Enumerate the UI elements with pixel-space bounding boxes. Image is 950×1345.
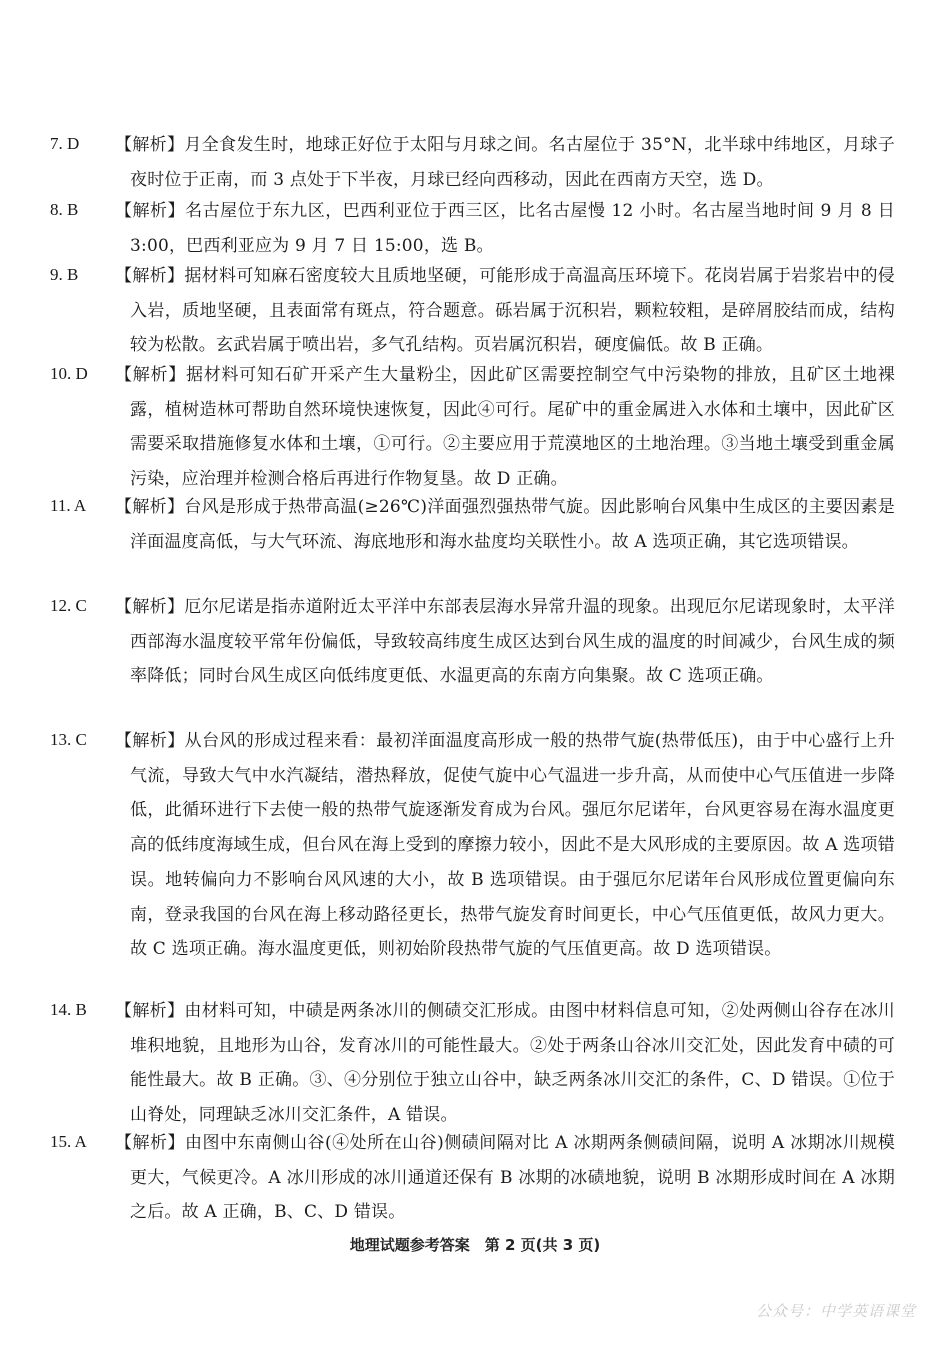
analysis-tag: 【解析】: [115, 497, 185, 517]
question-number: 13. C: [50, 730, 87, 749]
question-number: 14. B: [50, 1000, 87, 1019]
page-footer: 地理试题参考答案 第 2 页(共 3 页): [349, 1236, 601, 1254]
answer-explanation: [115, 358, 895, 497]
explanation-text: 台风是形成于热带高温(≥26℃)洋面强烈强热带气旋。因此影响台风集中生成区的主要因素是洋面温度高低，与大气环流、海底地形和海水盐度均关联性小。故 A 选项正确，其它选项错误。: [130, 497, 895, 552]
analysis-tag: 【解析】: [115, 365, 186, 385]
question-number: 8. B: [50, 200, 79, 219]
analysis-tag: 【解析】: [115, 1001, 185, 1021]
question-number: 12. C: [50, 596, 87, 615]
question-number: 10. D: [50, 364, 88, 383]
question-number: 9. B: [50, 265, 79, 284]
answer-explanation: [115, 128, 895, 197]
answer-explanation: [115, 590, 895, 694]
answer-explanation: [115, 724, 895, 967]
explanation-text: 据材料可知石矿开采产生大量粉尘，因此矿区需要控制空气中污染物的排放，且矿区土地裸露，植树造林可帮助自然环境快速恢复，因此④可行。尾矿中的重金属进入水体和土壤中，因此矿区需要采取措施修复水体和土壤，①可行。②主要应用于荒漠地区的土地治理。③当地土壤受到重金属污染，应治理并检测合格后再进行作物复垦。故 D 正确。: [130, 365, 895, 490]
explanation-text: 月全食发生时，地球正好位于太阳与月球之间。名古屋位于 35°N，北半球中纬地区，月球子夜时位于正南，而 3 点处于下半夜，月球已经向西移动，因此在西南方天空，选 D。: [130, 135, 895, 190]
analysis-tag: 【解析】: [115, 1133, 185, 1153]
explanation-text: 据材料可知麻石密度较大且质地坚硬，可能形成于高温高压环境下。花岗岩属于岩浆岩中的侵入岩，质地坚硬，且表面常有斑点，符合题意。砾岩属于沉积岩，颗粒较粗，是碎屑胶结而成，结构较为松散。玄武岩属于喷出岩，多气孔结构。页岩属沉积岩，硬度偏低。故 B 正确。: [130, 266, 895, 356]
analysis-tag: 【解析】: [115, 266, 185, 286]
question-number: 11. A: [50, 496, 87, 515]
explanation-text: 厄尔尼诺是指赤道附近太平洋中东部表层海水异常升温的现象。出现厄尔尼诺现象时，太平洋西部海水温度较平常年份偏低，导致较高纬度生成区达到台风生成的温度的时间减少，台风生成的频率降低；同时台风生成区向低纬度更低、水温更高的东南方向集聚。故 C 选项正确。: [130, 597, 895, 687]
explanation-text: 由材料可知，中碛是两条冰川的侧碛交汇形成。由图中材料信息可知，②处两侧山谷存在冰川堆积地貌，且地形为山谷，发育冰川的可能性最大。②处于两条山谷冰川交汇处，因此发育中碛的可能性最大。故 B 正确。③、④分别位于独立山谷中，缺乏两条冰川交汇的条件，C、D 错误。①位于山脊处，同理缺乏冰川交汇条件，A 错误。: [130, 1001, 895, 1126]
question-number: 7. D: [50, 134, 80, 153]
explanation-text: 由图中东南侧山谷(④处所在山谷)侧碛间隔对比 A 冰期两条侧碛间隔，说明 A 冰期冰川规模更大，气候更冷。A 冰川形成的冰川通道还保有 B 冰期的冰碛地貌，说明 B 冰期形成时间在 A 冰期之后。故 A 正确，B、C、D 错误。: [130, 1133, 895, 1223]
watermark: 公众号：中学英语课堂: [755, 1302, 916, 1320]
answer-explanation: [115, 994, 895, 1133]
question-number: 15. A: [50, 1132, 87, 1151]
analysis-tag: 【解析】: [115, 135, 185, 155]
explanation-text: 名古屋位于东九区，巴西利亚位于西三区，比名古屋慢 12 小时。名古屋当地时间 9 月 8 日 3:00，巴西利亚应为 9 月 7 日 15:00，选 B。: [130, 201, 895, 256]
answer-explanation: [115, 259, 895, 363]
explanation-text: 从台风的形成过程来看：最初洋面温度高形成一般的热带气旋(热带低压)，由于中心盛行上升气流，导致大气中水汽凝结，潜热释放，促使气旋中心气温进一步升高，从而使中心气压值进一步降低，此循环进行下去使一般的热带气旋逐渐发育成为台风。强厄尔尼诺年，台风更容易在海水温度更高的低纬度海域生成，但台风在海上受到的摩擦力较小，因此不是大风形成的主要原因。故 A 选项错误。地转偏向力不影响台风风速的大小，故 B 选项错误。由于强厄尔尼诺年台风形成位置更偏向东南，登录我国的台风在海上移动路径更长，热带气旋发育时间更长，中心气压值更低，故风力更大。故 C 选项正确。海水温度更低，则初始阶段热带气旋的气压值更高。故 D 选项错误。: [130, 731, 895, 960]
analysis-tag: 【解析】: [115, 731, 185, 751]
answer-explanation: [115, 194, 895, 263]
analysis-tag: 【解析】: [115, 201, 186, 221]
answer-explanation: [115, 490, 895, 559]
answer-explanation: [115, 1126, 895, 1230]
analysis-tag: 【解析】: [115, 597, 185, 617]
